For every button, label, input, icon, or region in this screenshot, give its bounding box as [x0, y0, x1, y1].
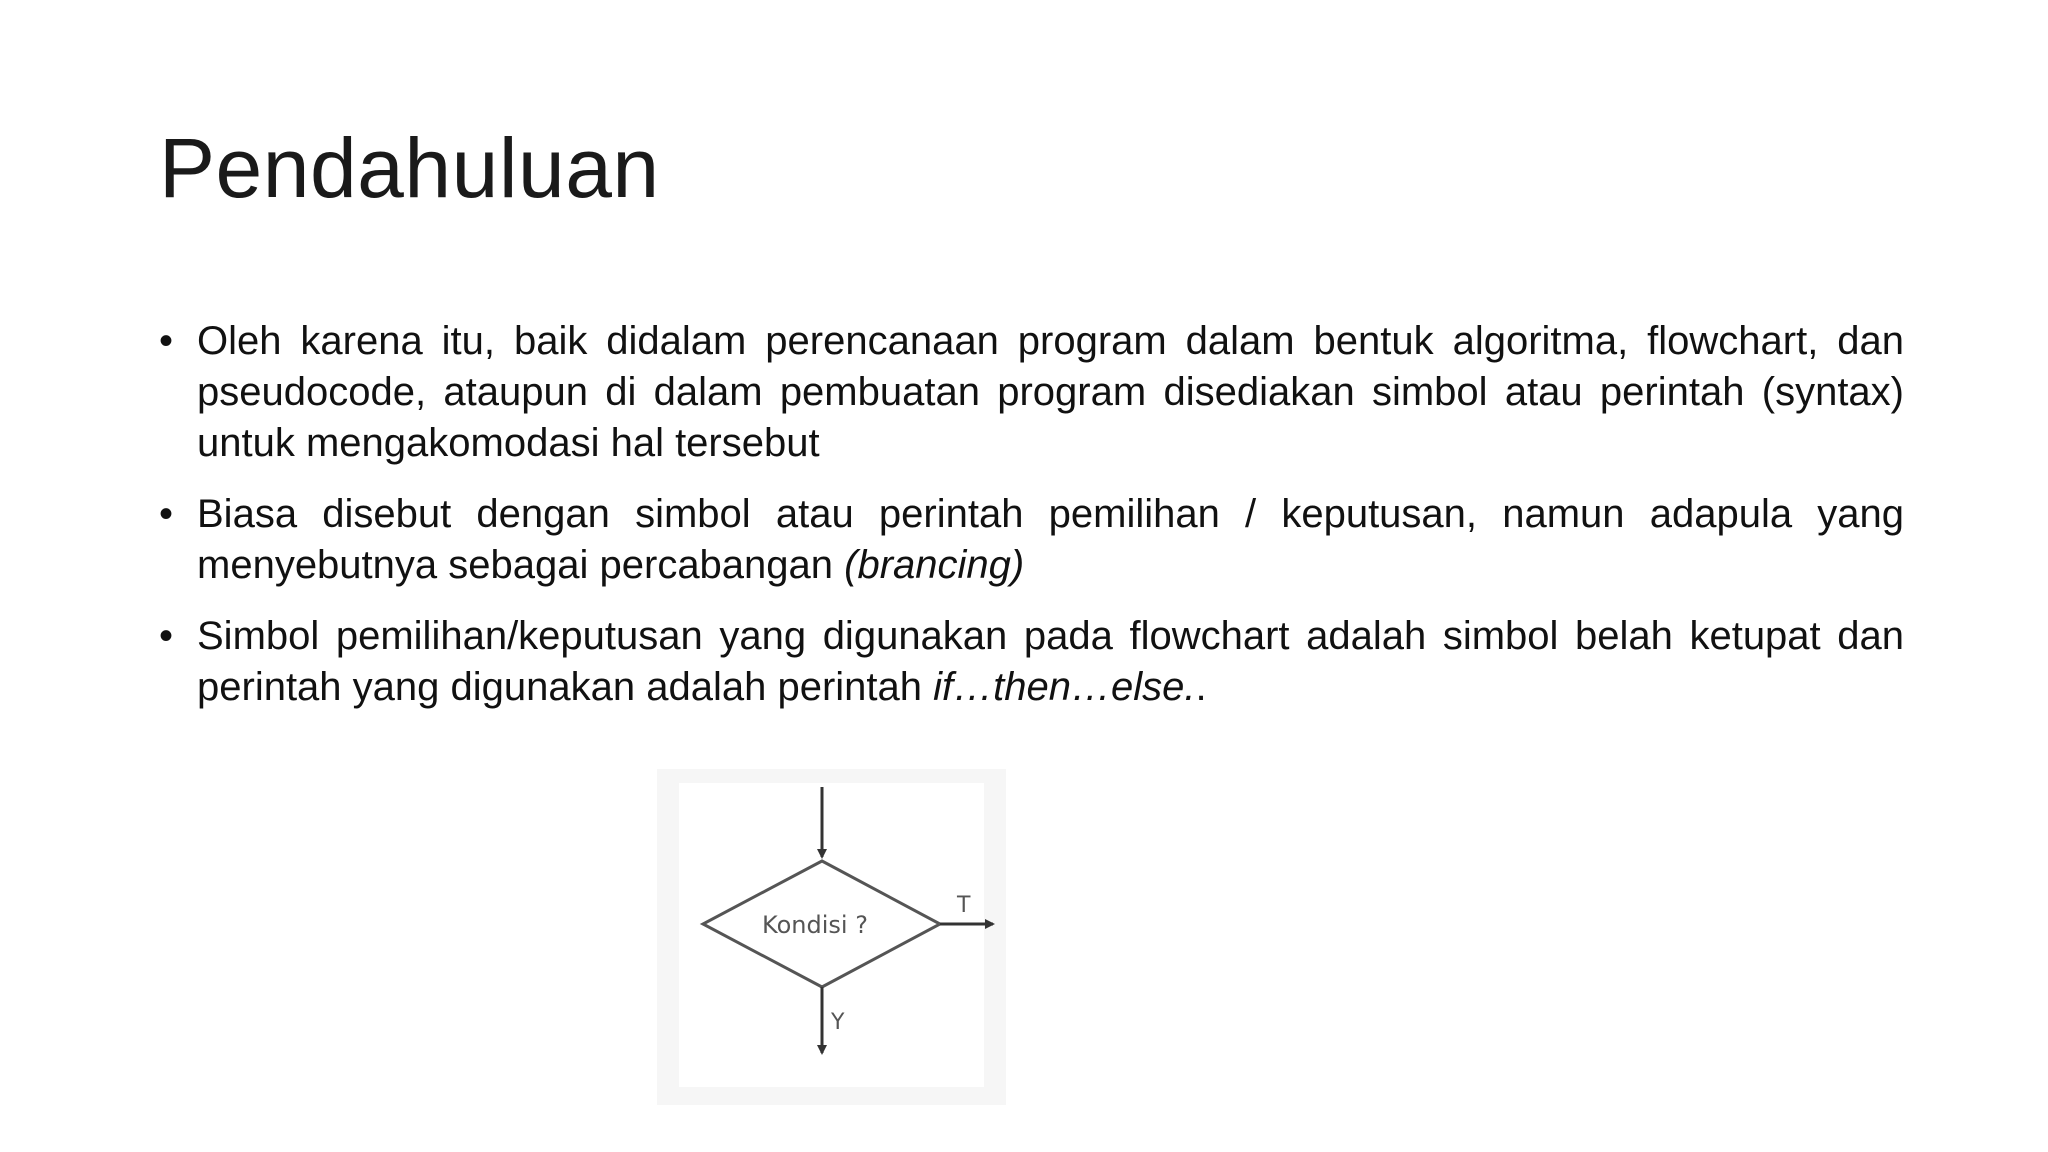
bullet-text: Biasa disebut dengan simbol atau perintah pemilihan / keputusan, namun adapula yang menyebutnya sebagai percabangan — [197, 492, 1904, 587]
bullet-list — [159, 316, 1904, 733]
bullet-item-3 — [159, 611, 1904, 713]
decision-label: Kondisi ? — [762, 911, 868, 939]
bullet-text: Oleh karena itu, baik didalam perencanaan program dalam bentuk algoritma, flowchart, dan pseudocode, ataupun di dalam pembuatan program disediakan simbol atau perintah (syntax) untuk mengakomodasi hal tersebut — [197, 319, 1904, 465]
bullet-italic-term: (brancing) — [844, 543, 1025, 587]
bullet-text: Simbol pemilihan/keputusan yang digunakan pada flowchart adalah simbol belah ketupat dan perintah yang digunakan adalah perintah — [197, 614, 1904, 709]
bullet-tail: . — [1195, 665, 1207, 709]
flowchart-decision-figure — [657, 769, 1006, 1105]
slide-title: Pendahuluan — [159, 121, 660, 215]
yes-branch-label: Y — [831, 1010, 845, 1035]
bullet-dot-icon: • — [159, 492, 174, 536]
true-branch-label: T — [957, 893, 971, 918]
bullet-dot-icon: • — [159, 319, 174, 363]
flowchart-svg — [657, 769, 1006, 1105]
bullet-item-1 — [159, 316, 1904, 469]
bullet-item-2 — [159, 489, 1904, 591]
bullet-dot-icon: • — [159, 614, 174, 658]
bullet-italic-term: if…then…else. — [933, 665, 1196, 709]
